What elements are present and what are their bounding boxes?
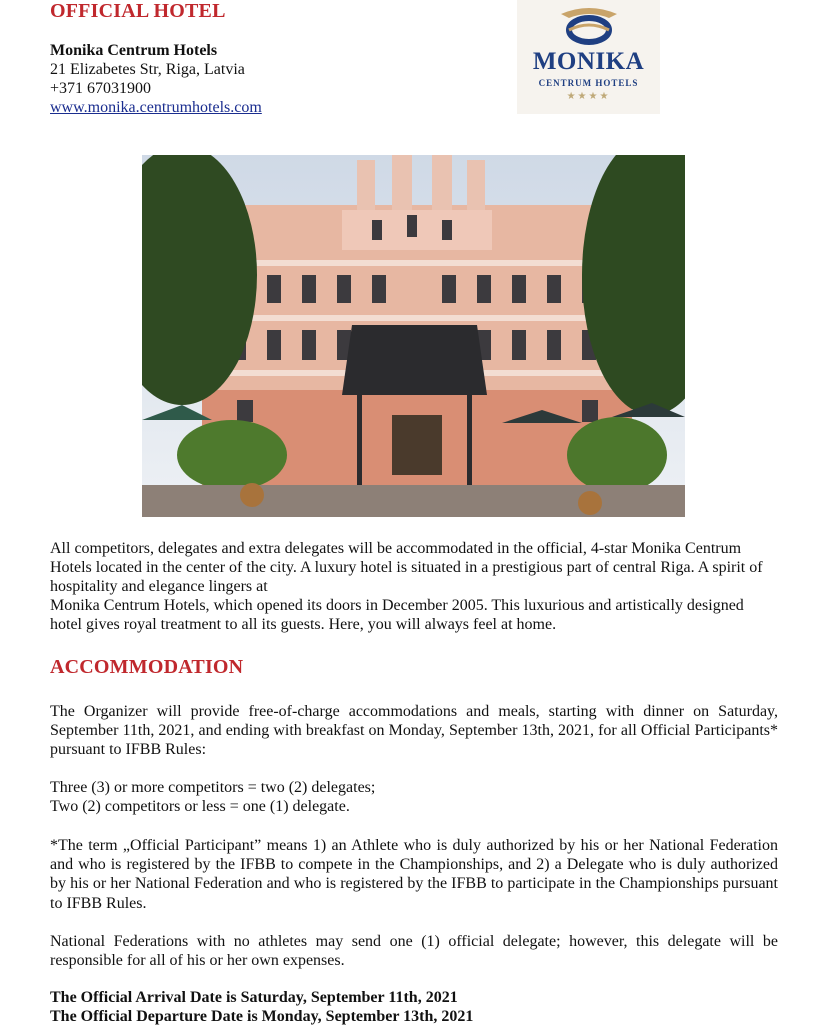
description-paragraph-2: Monika Centrum Hotels, which opened its doors in December 2005. This luxurious and artistically designed hotel gives royal treatment to all its guests. Here, you will always feel at home. <box>50 597 744 634</box>
description-paragraph-1: All competitors, delegates and extra delegates will be accommodated in the official, 4-star Monika Centrum Hotels located in the center of the city. A luxury hotel is situated in a prestigious part of central Riga. A spirit of hospitality and elegance lingers at <box>50 540 763 596</box>
hotel-website-link[interactable]: www.monika.centrumhotels.com <box>50 99 262 116</box>
delegate-rule-1: Three (3) or more competitors = two (2) delegates; <box>50 779 376 796</box>
arrival-date: The Official Arrival Date is Saturday, September 11th, 2021 <box>50 989 458 1006</box>
logo-stars: ★★★★ <box>566 91 611 102</box>
accommodation-intro: The Organizer will provide free-of-charge accommodations and meals, starting with dinner on Saturday, September 11th, 2021, and ending with breakfast on Monday, September 13th, 2021, for all Official Participants* pursuant to IFBB Rules: <box>50 703 778 759</box>
accommodation-heading: ACCOMMODATION <box>50 656 244 678</box>
hotel-photo <box>142 155 685 517</box>
official-hotel-heading: OFFICIAL HOTEL <box>50 0 226 22</box>
official-participant-footnote: *The term „Official Participant” means 1) an Athlete who is duly authorized by his or her National Federation and who is registered by the IFBB to compete in the Championships, and 2) a Delegate who is duly authorized by his or her National Federation and who is registered by the IFBB to participate in the Championships pursuant to IFBB Rules. <box>50 837 778 912</box>
hotel-contact-block <box>50 41 262 117</box>
no-athletes-note: National Federations with no athletes may send one (1) official delegate; however, this delegate will be responsible for all of his or her own expenses. <box>50 933 778 970</box>
hotel-name: Monika Centrum Hotels <box>50 42 218 59</box>
logo-brand: MONIKA <box>532 48 645 75</box>
delegate-rule-2: Two (2) competitors or less = one (1) delegate. <box>50 798 350 815</box>
logo-tagline: CENTRUM HOTELS <box>538 78 639 88</box>
logo-emblem-icon <box>517 0 660 50</box>
hotel-phone: +371 67031900 <box>50 80 152 97</box>
hotel-logo <box>517 0 660 114</box>
hotel-address: 21 Elizabetes Str, Riga, Latvia <box>50 61 245 78</box>
departure-date: The Official Departure Date is Monday, September 13th, 2021 <box>50 1008 474 1025</box>
